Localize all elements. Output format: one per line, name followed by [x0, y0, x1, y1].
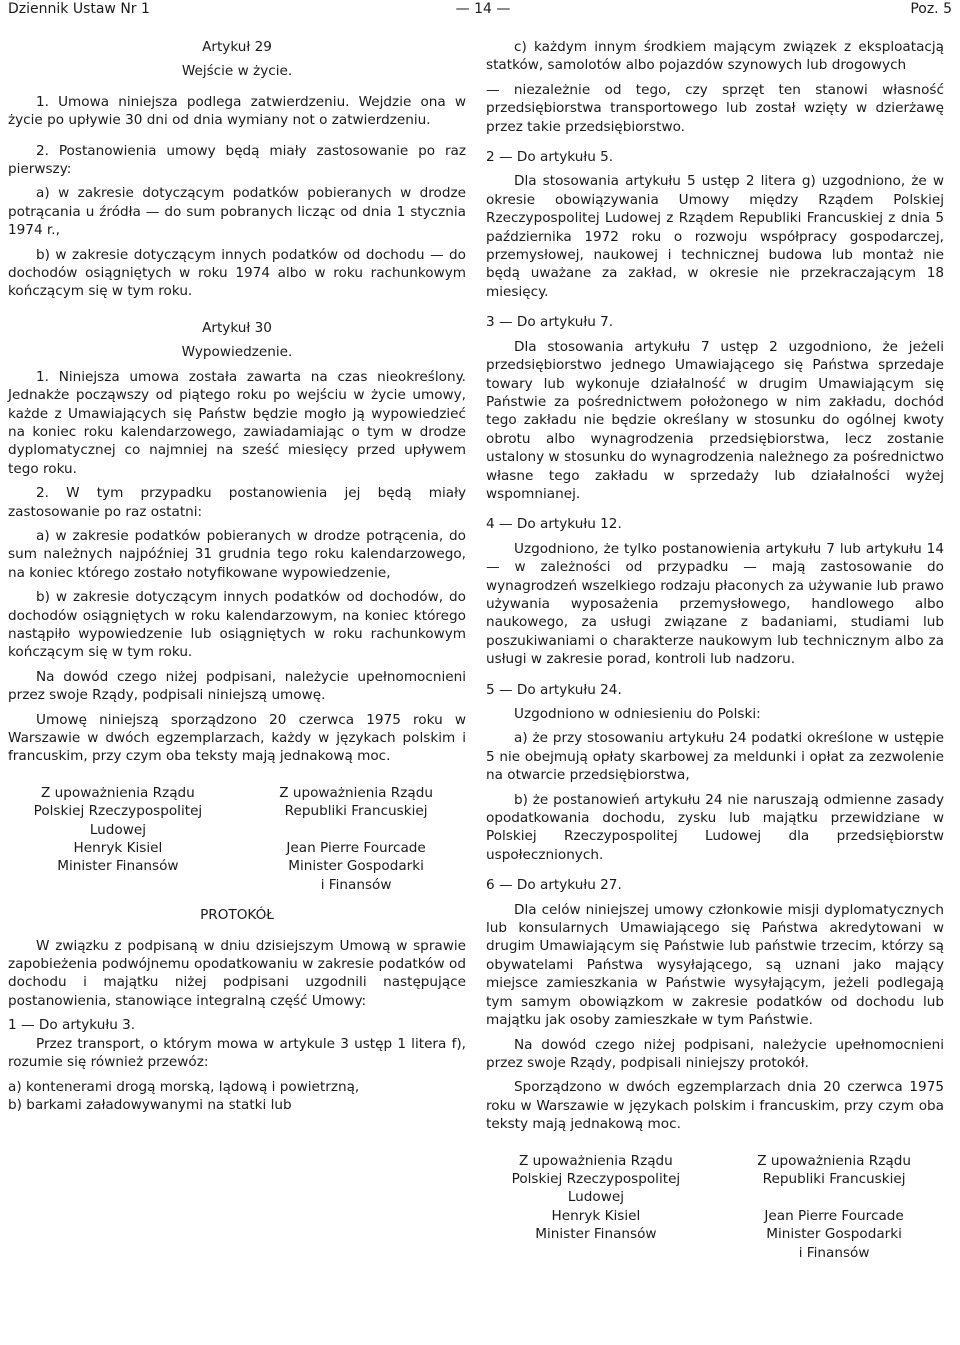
list-item: b) że postanowień artykułu 24 nie naruszają odmienne zasady opodatkowania dochodu, zysku lub majątku przewidziane w Polskiej Rzeczypospolitej Ludowej dla przedsiębiorstw uspołecznionych. — [486, 791, 944, 863]
article-30-subheading: Wypowiedzenie. — [181, 344, 293, 361]
paragraph: 2. W tym przypadku postanowienia jej będą miały zastosowanie po raz ostatni: — [8, 485, 466, 520]
page-header — [8, 0, 952, 20]
paragraph: W związku z podpisaną w dniu dzisiejszym Umową w sprawie zapobieżenia podwójnemu opodatkowaniu w zakresie podatków od dochodu i majątku niżej podpisani uzgodnili następujące postanowienia, stanowiące integralną część Umowy: — [8, 937, 466, 1009]
paragraph: Dla celów niniejszej umowy członkowie misji dyplomatycznych lub konsularnych Umawiającego się Państwa akredytowani w drugim Umawiającym się Państwie lub państwie trzecim, którzy są obywatelami Państwa wysyłającego, są uznani jako mający miejsce zamieszkania w Państwie wysyłającym, jeżeli podlegają tym samym obowiązkom w zakresie podatków od dochodu lub majątku jak osoby zamieszkałe w tym Państwie. — [486, 901, 944, 1029]
left-column — [8, 38, 466, 1114]
paragraph: — niezależnie od tego, czy sprzęt ten stanowi własność przedsiębiorstwa transportowego lub został wzięty w dzierżawę przez takie przedsiębiorstwo. — [486, 81, 944, 135]
section-heading: 6 — Do artykułu 27. — [486, 877, 622, 894]
article-29-heading: Artykuł 29 — [202, 39, 272, 55]
paragraph: Przez transport, o którym mowa w artykule 3 ustęp 1 litera f), rozumie się również przewóz: — [8, 1035, 466, 1071]
paragraph: Dla stosowania artykułu 5 ustęp 2 litera g) uzgodniono, że w okresie obowiązywania Umowy między Rządem Polskiej Rzeczypospolitej Ludowej z Rządem Republiki Francuskiej z dnia 5 października 1972 roku o rozwoju współpracy gospodarczej, przemysłowej, naukowej i technicznej budowa lub montaż nie będą uważane za zakład, w okresie nie przekraczającym 18 miesięcy. — [486, 173, 944, 300]
protocol-heading: PROTOKÓŁ — [200, 907, 274, 924]
signature-french: Z upoważnienia Rządu Republiki Francuskiej Jean Pierre Fourcade Minister Gospodarki i Finansów — [757, 1152, 911, 1261]
paragraph: Uzgodniono, że tylko postanowienia artykułu 7 lub artykułu 14 — w zależności od przypadku — mają zastosowanie do wynagrodzeń wszelkiego rodzaju płaconych za używanie lub prawo używania wyposażenia przemysłowego, handlowego albo naukowego, za usługi związane z badaniami, studiami lub poszukiwaniami o charakterze naukowym lub technicznym albo za usługi w zakresie porad, kontroli lub nadzoru. — [486, 540, 944, 668]
paragraph: Sporządzono w dwóch egzemplarzach dnia 20 czerwca 1975 roku w Warszawie w językach polskim i francuskim, przy czym oba teksty mają jednakową moc. — [486, 1079, 944, 1133]
section-heading: 2 — Do artykułu 5. — [486, 149, 614, 166]
signature-polish: Z upoważnienia Rządu Polskiej Rzeczypospolitej Ludowej Henryk Kisiel Minister Finansów — [511, 1152, 681, 1243]
article-30-heading: Artykuł 30 — [202, 319, 272, 336]
paragraph: Na dowód czego niżej podpisani, należycie upełnomocnieni przez swoje Rządy, podpisali niniejszy protokół. — [486, 1036, 944, 1071]
paragraph: 2. Postanowienia umowy będą miały zastosowanie po raz pierwszy: — [8, 142, 466, 178]
section-heading: 4 — Do artykułu 12. — [486, 516, 622, 533]
right-column — [486, 38, 944, 1262]
section-heading: 1 — Do artykułu 3. — [8, 1017, 136, 1034]
list-item: c) każdym innym środkiem mającym związek z eksploatacją statków, samolotów albo pojazdów szynowych lub drogowych — [486, 39, 944, 74]
list-item: b) barkami załadowywanymi na statki lub — [8, 1096, 292, 1113]
list-item: a) w zakresie podatków pobieranych w drodze potrącenia, do sum należnych najpóźniej 31 grudnia tego roku kalendarzowego, na koniec którego zostało notyfikowane wypowiedzenie, — [8, 527, 466, 581]
list-item: a) że przy stosowaniu artykułu 24 podatki określone w ustępie 5 nie obejmują opłaty skarbowej za meldunki i opłat za zezwolenie na otwarcie przedsiębiorstwa, — [486, 730, 944, 784]
page-number: — 14 — — [455, 1, 511, 17]
article-29-subheading: Wejście w życie. — [181, 63, 293, 80]
paragraph: 1. Niniejsza umowa została zawarta na czas nieokreślony. Jednakże począwszy od piątego roku po wejściu w życie umowy, każde z Umawiających się Państw będzie mogło ją wypowiedzieć na koniec roku kalendarzowego, zawiadamiając o tym w drodze dyplomatycznej co najmniej na sześć miesięcy przed upływem tego roku. — [8, 368, 466, 477]
paragraph: Uzgodniono w odniesieniu do Polski: — [514, 706, 761, 722]
section-heading: 3 — Do artykułu 7. — [486, 314, 614, 331]
list-item: a) kontenerami drogą morską, lądową i powietrzną, — [8, 1078, 360, 1095]
section-heading: 5 — Do artykułu 24. — [486, 681, 622, 698]
signature-block — [486, 1152, 944, 1262]
signature-french: Z upoważnienia Rządu Republiki Francuskiej Jean Pierre Fourcade Minister Gospodarki i Finansów — [279, 784, 433, 893]
paragraph: 1. Umowa niniejsza podlega zatwierdzeniu. Wejdzie ona w życie po upływie 30 dni od dnia wymiany not o zatwierdzeniu. — [8, 93, 466, 129]
list-item: b) w zakresie dotyczącym innych podatków od dochodów, do dochodów osiągniętych w roku kalendarzowym, na koniec którego nastąpiło wypowiedzenie lub osiągniętych w roku rachunkowym kończącym się w tym roku. — [8, 589, 466, 661]
list-item: a) w zakresie dotyczącym podatków pobieranych w drodze potrącania u źródła — do sum pobranych licząc od dnia 1 stycznia 1974 r., — [8, 185, 466, 239]
position-number: Poz. 5 — [910, 1, 952, 17]
signature-polish: Z upoważnienia Rządu Polskiej Rzeczypospolitej Ludowej Henryk Kisiel Minister Finansów — [33, 784, 203, 875]
list-item: b) w zakresie dotyczącym innych podatków od dochodu — do dochodów osiągniętych w roku 1974 albo w roku rachunkowym kończącym się w tym roku. — [8, 246, 466, 300]
paragraph: Umowę niniejszą sporządzono 20 czerwca 1975 roku w Warszawie w dwóch egzemplarzach, każdy w językach polskim i francuskim, przy czym oba teksty mają jednakową moc. — [8, 711, 466, 765]
journal-title: Dziennik Ustaw Nr 1 — [8, 1, 150, 17]
paragraph: Na dowód czego niżej podpisani, należycie upełnomocnieni przez swoje Rządy, podpisali niniejszą umowę. — [8, 668, 466, 704]
paragraph: Dla stosowania artykułu 7 ustęp 2 uzgodniono, że jeżeli przedsiębiorstwo jednego Umawiającego się Państwa sprzedaje towary lub wykonuje działalność w drugim Umawiającym się Państwie za pośrednictwem położonego w nim zakładu, dochód tego zakładu nie będzie określany w stosunku do ogólnej kwoty obrotu albo wynagrodzenia przedsiębiorstwa, lecz zostanie ustalony w stosunku do wynagrodzenia należnego za pośrednictwo własne tego zakładu w sprzedaży lub działalności wyżej wspomnianej. — [486, 338, 944, 502]
signature-block — [8, 784, 466, 894]
